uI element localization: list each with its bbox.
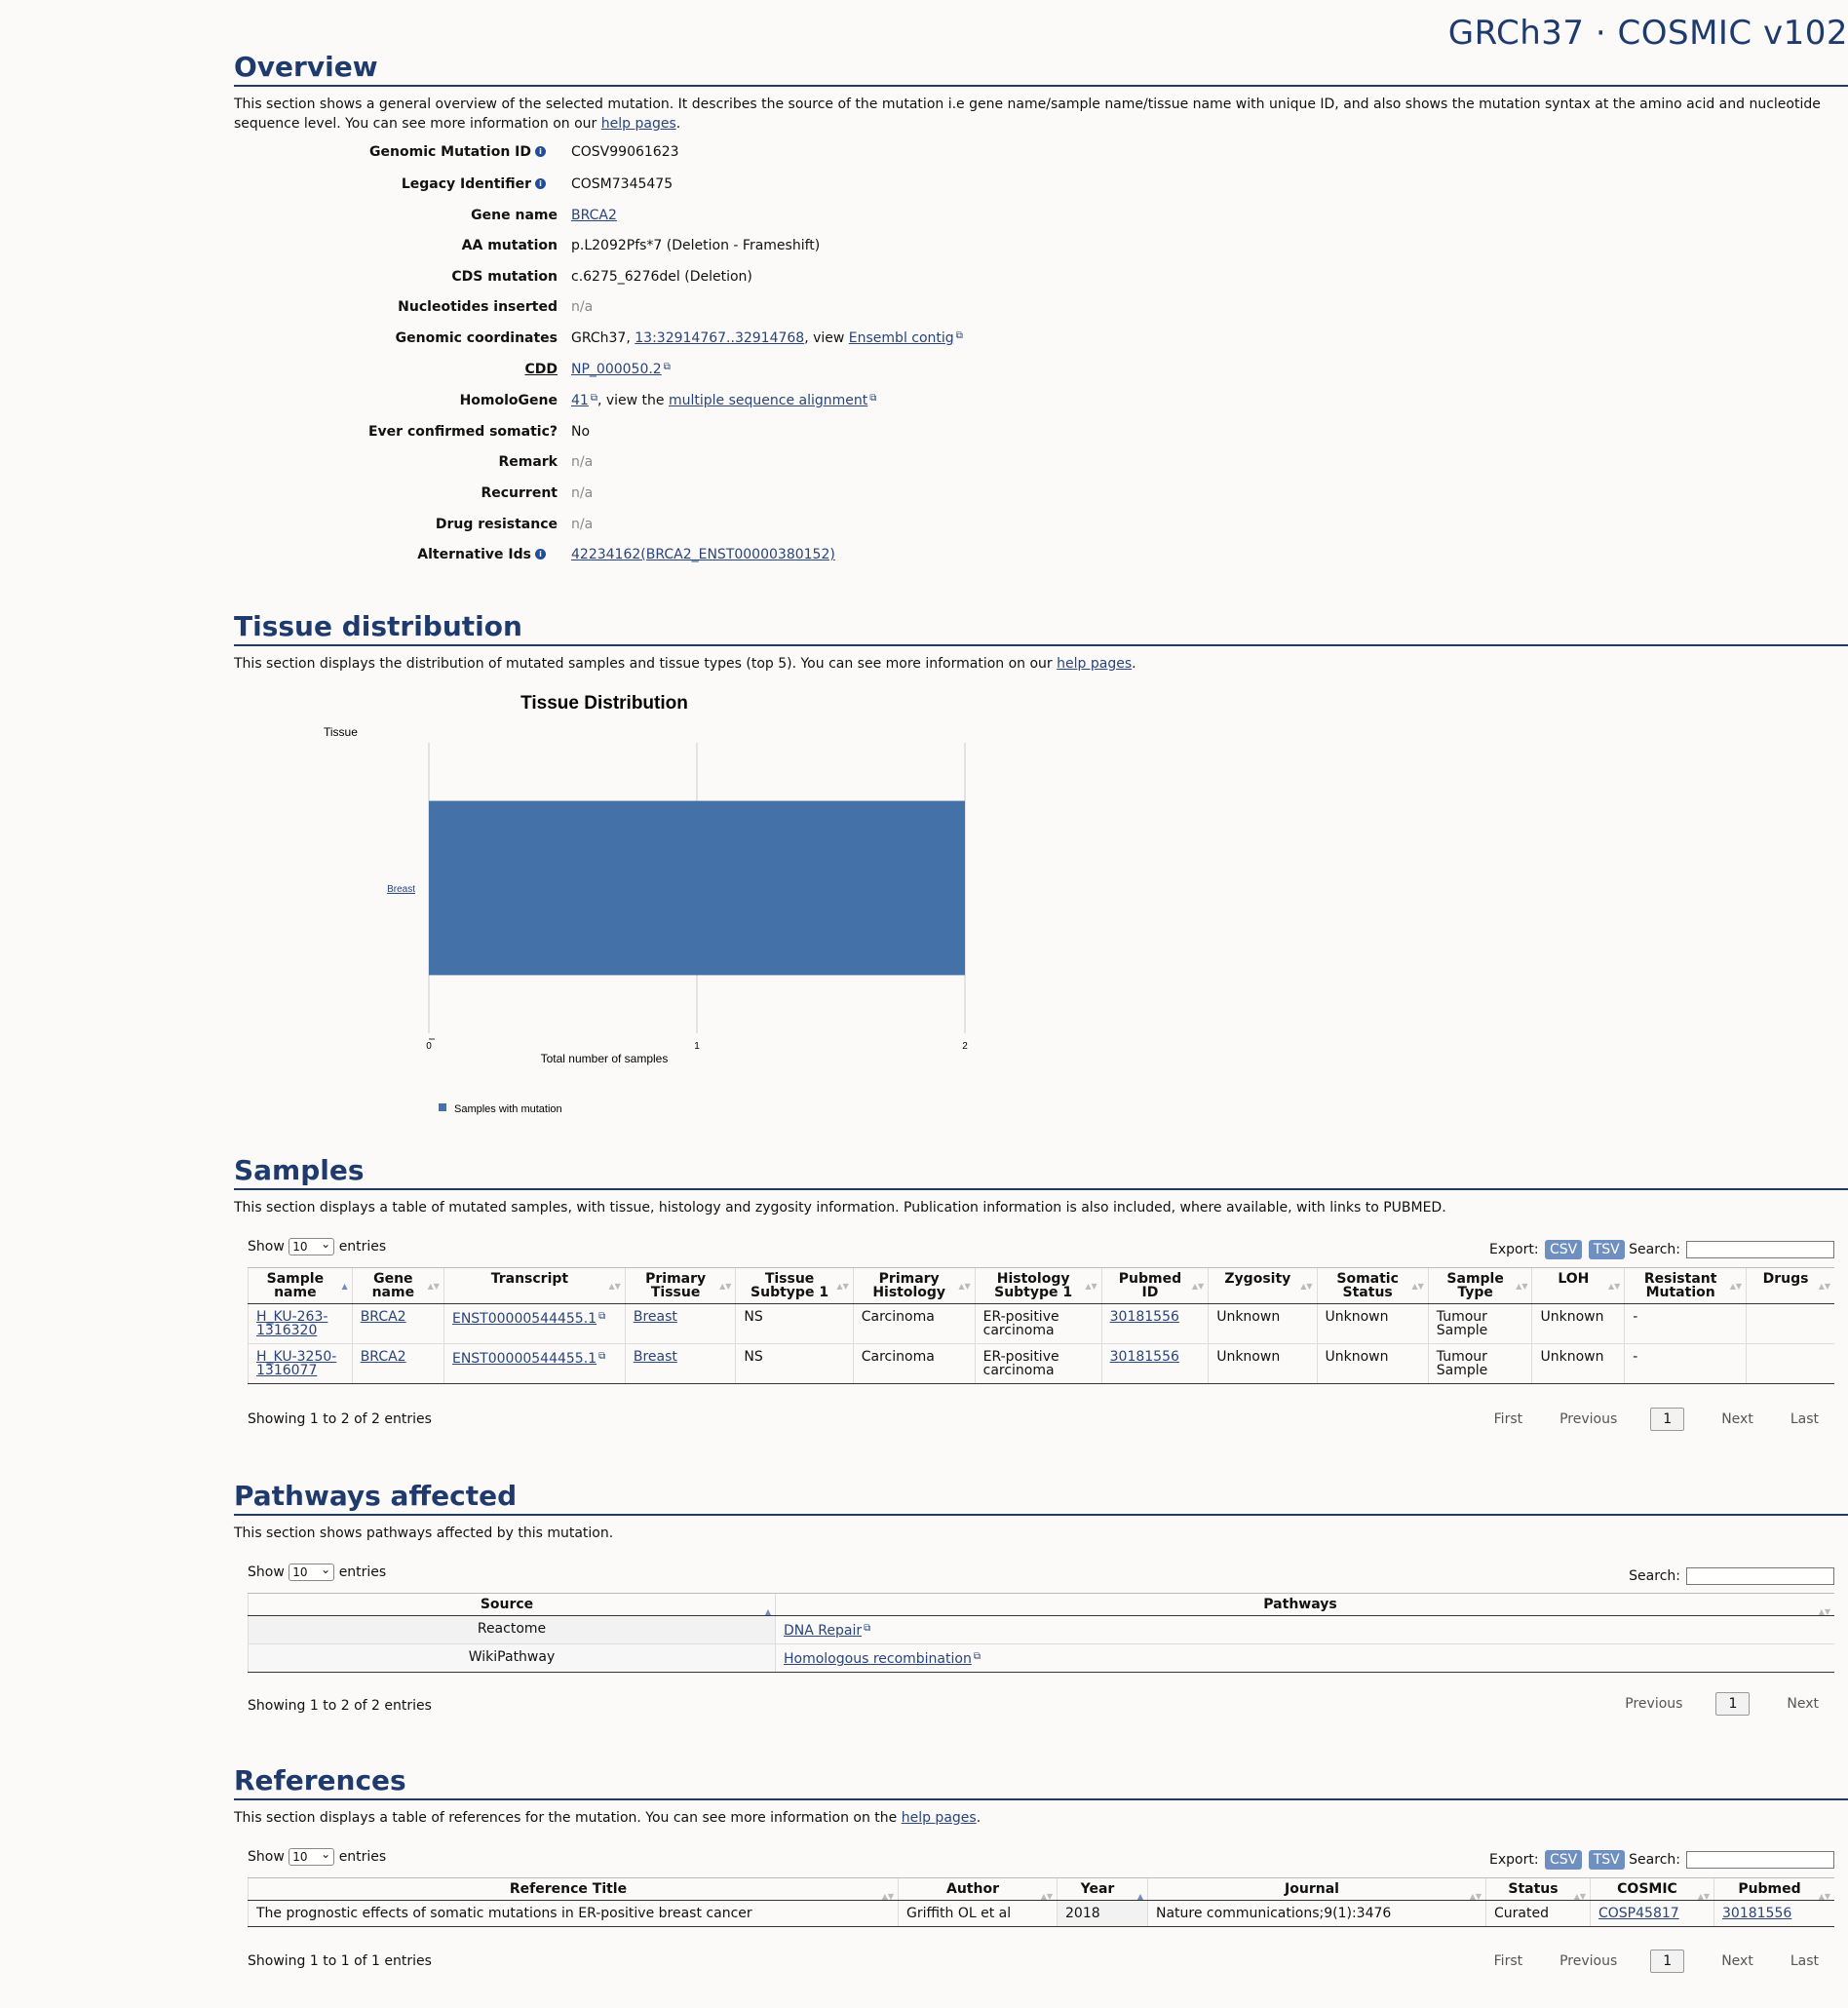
table-row: The prognostic effects of somatic mutations in ER-positive breast cancer Griffith OL et al 2018 Nature communications;9(1):3476 Curated COSP45817 30181556: [249, 1901, 1835, 1927]
alternative-ids-label: Alternative Ids i: [234, 547, 546, 562]
column-header-reference-title[interactable]: Reference Title ▲▼: [249, 1878, 899, 1901]
previous-button[interactable]: Previous: [1625, 1696, 1683, 1712]
last-button[interactable]: Last: [1790, 1411, 1819, 1427]
cell-link[interactable]: Breast: [633, 1309, 677, 1325]
search-input[interactable]: [1686, 1241, 1834, 1258]
pathways-pagination: [1588, 1692, 1819, 1716]
cell-link[interactable]: H_KU-263-1316320: [256, 1309, 328, 1338]
info-icon[interactable]: i: [535, 146, 546, 157]
column-header-sample-type[interactable]: Sample Type ▲▼: [1428, 1268, 1532, 1304]
previous-button[interactable]: Previous: [1559, 1411, 1618, 1427]
cell-link[interactable]: 30181556: [1109, 1349, 1179, 1365]
info-icon[interactable]: i: [535, 178, 546, 189]
msa-link[interactable]: multiple sequence alignment: [668, 393, 868, 408]
alternative-ids-link[interactable]: 42234162(BRCA2_ENST00000380152): [571, 547, 835, 562]
external-link-icon: ⧉: [590, 393, 597, 404]
column-header-journal[interactable]: Journal ▲▼: [1148, 1878, 1486, 1901]
column-header-year[interactable]: Year ▲: [1058, 1878, 1148, 1901]
next-button[interactable]: Next: [1721, 1411, 1753, 1427]
info-icon[interactable]: i: [535, 549, 546, 560]
previous-button[interactable]: Previous: [1559, 1953, 1618, 1969]
ever-confirmed-value: No: [571, 424, 591, 440]
next-button[interactable]: Next: [1787, 1696, 1819, 1712]
search-input[interactable]: [1686, 1851, 1834, 1869]
first-button[interactable]: First: [1493, 1953, 1523, 1969]
references-table: [248, 1877, 1834, 1927]
pathways-length-control: Show 10 ⌄ entries: [248, 1564, 386, 1581]
external-link-icon: ⧉: [598, 1311, 606, 1322]
samples-export-search: Export: CSV TSV Search:: [1489, 1240, 1834, 1259]
legacy-identifier-value: COSM7345475: [571, 176, 674, 192]
x-tick-label: 0: [426, 1041, 432, 1052]
column-header-zygosity[interactable]: Zygosity ▲▼: [1209, 1268, 1317, 1304]
ever-confirmed-label: Ever confirmed somatic?: [367, 424, 558, 440]
pathways-table: [248, 1593, 1834, 1673]
homologene-label: HomoloGene: [459, 393, 558, 408]
external-link-icon: ⧉: [955, 330, 963, 341]
column-header-source[interactable]: Source ▲: [249, 1594, 776, 1616]
cell-link[interactable]: BRCA2: [360, 1309, 406, 1325]
column-header-resistant-mutation[interactable]: Resistant Mutation ▲▼: [1625, 1268, 1747, 1304]
chart-title: Tissue Distribution: [520, 693, 688, 714]
table-row: H_KU-263-1316320 BRCA2 ENST00000544455.1 ⧉ Breast NS Carcinoma ER-positive carcinoma 30181556 Unknown Unknown Tumour Sample Unknown -: [249, 1304, 1835, 1344]
column-header-somatic-status[interactable]: Somatic Status ▲▼: [1317, 1268, 1428, 1304]
gene-name-link[interactable]: BRCA2: [571, 208, 617, 223]
tsv-button[interactable]: TSV: [1589, 1240, 1625, 1259]
overview-title: Overview: [234, 51, 1848, 87]
genomic-coordinates-value: GRCh37, 13:32914767..32914768, view Ensembl contig ⧉: [571, 330, 963, 346]
legacy-identifier-label: Legacy Identifier i: [234, 176, 546, 192]
column-header-histology-subtype-1[interactable]: Histology Subtype 1 ▲▼: [975, 1268, 1101, 1304]
page-1-button[interactable]: 1: [1650, 1950, 1684, 1973]
gene-name-label: Gene name: [471, 208, 558, 223]
column-header-loh[interactable]: LOH ▲▼: [1532, 1268, 1625, 1304]
recurrent-label: Recurrent: [481, 485, 558, 501]
table-row: WikiPathway Homologous recombination ⧉: [249, 1644, 1835, 1673]
legend-entry[interactable]: Samples with mutation: [454, 1103, 562, 1115]
cell-link[interactable]: H_KU-3250-1316077: [256, 1349, 337, 1378]
samples-length-control: Show 10 ⌄ entries: [248, 1238, 386, 1255]
cds-mutation-value: c.6275_6276del (Deletion): [571, 269, 752, 285]
column-header-status[interactable]: Status ▲▼: [1486, 1878, 1591, 1901]
samples-description: This section displays a table of mutated samples, with tissue, histology and zygosity information. Publication information is also included, where available, with links to PUBMED.: [234, 1200, 1446, 1216]
legend-swatch: [439, 1103, 446, 1111]
entries-select[interactable]: 10 ⌄: [289, 1848, 334, 1866]
references-export-search: Export: CSV TSV Search:: [1489, 1850, 1834, 1870]
csv-button[interactable]: CSV: [1545, 1240, 1582, 1259]
external-link-icon: ⧉: [973, 1651, 981, 1662]
overview-help-link[interactable]: help pages: [600, 116, 676, 132]
cell-link[interactable]: ENST00000544455.1: [451, 1351, 597, 1367]
pathways-description: This section shows pathways affected by this mutation.: [234, 1525, 614, 1541]
cdd-label: CDD: [524, 362, 558, 377]
samples-table: [248, 1267, 1834, 1384]
tissue-distribution-chart: [292, 682, 1033, 1131]
external-link-icon: ⧉: [864, 1623, 871, 1634]
genomic-coordinates-label: Genomic coordinates: [395, 330, 558, 346]
cell-link[interactable]: Breast: [633, 1349, 677, 1365]
genomic-mutation-id-value: COSV99061623: [571, 144, 679, 160]
tissue-description: This section displays the distribution of mutated samples and tissue types (top 5). You can see more information on our help pages.: [234, 656, 1136, 672]
last-button[interactable]: Last: [1790, 1953, 1819, 1969]
pathways-section: [234, 1480, 1848, 1543]
references-length-control: Show 10 ⌄ entries: [248, 1848, 386, 1866]
column-header-gene-name[interactable]: Gene name ▲▼: [352, 1268, 443, 1304]
page-1-button[interactable]: 1: [1715, 1692, 1750, 1716]
column-header-pubmed[interactable]: Pubmed ▲▼: [1714, 1878, 1835, 1901]
samples-info: Showing 1 to 2 of 2 entries: [248, 1411, 432, 1427]
column-header-pathways[interactable]: Pathways ▲▼: [776, 1594, 1835, 1616]
pathways-search: Search:: [1629, 1567, 1834, 1585]
column-header-sample-name[interactable]: Sample name ▲: [249, 1268, 353, 1304]
column-header-pubmed-id[interactable]: Pubmed ID ▲▼: [1101, 1268, 1209, 1304]
tissue-help-link[interactable]: help pages: [1057, 656, 1133, 672]
references-section: [234, 1764, 1848, 1828]
cds-mutation-label: CDS mutation: [451, 269, 558, 285]
cell-link[interactable]: 30181556: [1109, 1309, 1179, 1325]
drug-resistance-label: Drug resistance: [435, 517, 558, 532]
remark-value: n/a: [571, 454, 594, 470]
samples-pagination: [1457, 1408, 1819, 1431]
column-header-author[interactable]: Author ▲▼: [899, 1878, 1058, 1901]
entries-select[interactable]: 10 ⌄: [289, 1238, 334, 1255]
references-pagination: [1457, 1950, 1819, 1973]
column-header-tissue-subtype-1[interactable]: Tissue Subtype 1 ▲▼: [736, 1268, 853, 1304]
coordinates-link[interactable]: 13:32914767..32914768: [635, 330, 805, 346]
tissue-title: Tissue distribution: [234, 610, 1848, 646]
x-tick-label: 2: [962, 1041, 968, 1052]
references-info: Showing 1 to 1 of 1 entries: [248, 1953, 432, 1969]
cell-link[interactable]: ENST00000544455.1: [451, 1311, 597, 1327]
tsv-button[interactable]: TSV: [1589, 1850, 1625, 1870]
search-input[interactable]: [1686, 1567, 1834, 1585]
first-button[interactable]: First: [1493, 1411, 1523, 1427]
column-header-cosmic[interactable]: COSMIC ▲▼: [1591, 1878, 1714, 1901]
samples-title: Samples: [234, 1154, 1848, 1190]
chart-x-axis-label: Total number of samples: [540, 1052, 669, 1065]
bar-breast[interactable]: [429, 801, 965, 976]
category-label[interactable]: Breast: [387, 884, 415, 895]
overview-description: [234, 95, 1848, 134]
overview-desc-end: .: [675, 116, 681, 132]
aa-mutation-label: AA mutation: [461, 238, 558, 253]
nucleotides-inserted-value: n/a: [571, 299, 594, 315]
entries-select[interactable]: 10 ⌄: [289, 1564, 334, 1581]
table-row: H_KU-3250-1316077 BRCA2 ENST00000544455.1 ⧉ Breast NS Carcinoma ER-positive carcinoma 30181556 Unknown Unknown Tumour Sample Unknown -: [249, 1344, 1835, 1384]
genomic-mutation-id-label: Genomic Mutation ID i: [234, 144, 546, 160]
external-link-icon: ⧉: [663, 362, 671, 372]
column-header-drugs[interactable]: Drugs ▲▼: [1747, 1268, 1834, 1304]
references-title: References: [234, 1764, 1848, 1800]
tissue-section: [234, 610, 1848, 674]
page-header-title: GRCh37 · COSMIC v102: [1447, 14, 1848, 53]
pathways-info: Showing 1 to 2 of 2 entries: [248, 1698, 432, 1714]
column-header-primary-histology[interactable]: Primary Histology ▲▼: [853, 1268, 975, 1304]
cdd-link[interactable]: NP_000050.2: [571, 362, 662, 377]
next-button[interactable]: Next: [1721, 1953, 1753, 1969]
overview-desc-text: This section shows a general overview of the selected mutation. It describes the source of the mutation i.e gene name/sample name/tissue name with unique ID, and also shows the mutation syntax at the amino acid and nucleotide sequence level. You can see more information on our: [234, 97, 1821, 132]
table-row: Reactome DNA Repair ⧉: [249, 1616, 1835, 1644]
overview-details: Genomic Mutation ID i COSV99061623 Legacy Identifier i COSM7345475 Gene name BRCA2 AA mutation p.L2092Pfs*7 (Deletion - Frameshift) CDS mutation c.6275_6276del (Deletion) Nucleotides inserted n/a Genomic coordinates GRCh37, 13:32914767..32914768, view Ensembl contig ⧉ CDD NP_000050.2 ⧉ HomoloGene 41 ⧉, view the multiple sequence alignment ⧉ Ever confirmed somatic? No Remark n/a Recurrent n/a Drug resistance n/a Alternative Ids i 42234162(BRCA2_ENST00000380152): [234, 144, 1848, 573]
overview-section: [234, 51, 1848, 134]
column-header-primary-tissue[interactable]: Primary Tissue ▲▼: [625, 1268, 736, 1304]
chart-y-axis-label: Tissue: [324, 725, 358, 739]
pathway-link[interactable]: DNA Repair: [784, 1623, 863, 1639]
pubmed-link[interactable]: 30181556: [1722, 1906, 1792, 1921]
page-1-button[interactable]: 1: [1650, 1408, 1684, 1431]
samples-section: [234, 1154, 1848, 1217]
ensembl-contig-link[interactable]: Ensembl contig: [848, 330, 954, 346]
csv-button[interactable]: CSV: [1545, 1850, 1582, 1870]
references-description: This section displays a table of references for the mutation. You can see more information on the help pages.: [234, 1810, 982, 1826]
external-link-icon: ⧉: [598, 1351, 606, 1362]
nucleotides-inserted-label: Nucleotides inserted: [398, 299, 558, 315]
recurrent-value: n/a: [571, 485, 594, 501]
homologene-link[interactable]: 41: [571, 393, 589, 408]
aa-mutation-value: p.L2092Pfs*7 (Deletion - Frameshift): [571, 238, 821, 253]
external-link-icon: ⧉: [869, 393, 877, 404]
references-help-link[interactable]: help pages: [901, 1810, 977, 1826]
drug-resistance-value: n/a: [571, 517, 594, 532]
column-header-transcript[interactable]: Transcript ▲▼: [443, 1268, 625, 1304]
pathways-title: Pathways affected: [234, 1480, 1848, 1516]
pathway-link[interactable]: Homologous recombination: [784, 1651, 972, 1667]
cell-link[interactable]: BRCA2: [360, 1349, 406, 1365]
remark-label: Remark: [498, 454, 558, 470]
cosmic-link[interactable]: COSP45817: [1598, 1906, 1679, 1921]
x-tick-label: 1: [694, 1041, 700, 1052]
